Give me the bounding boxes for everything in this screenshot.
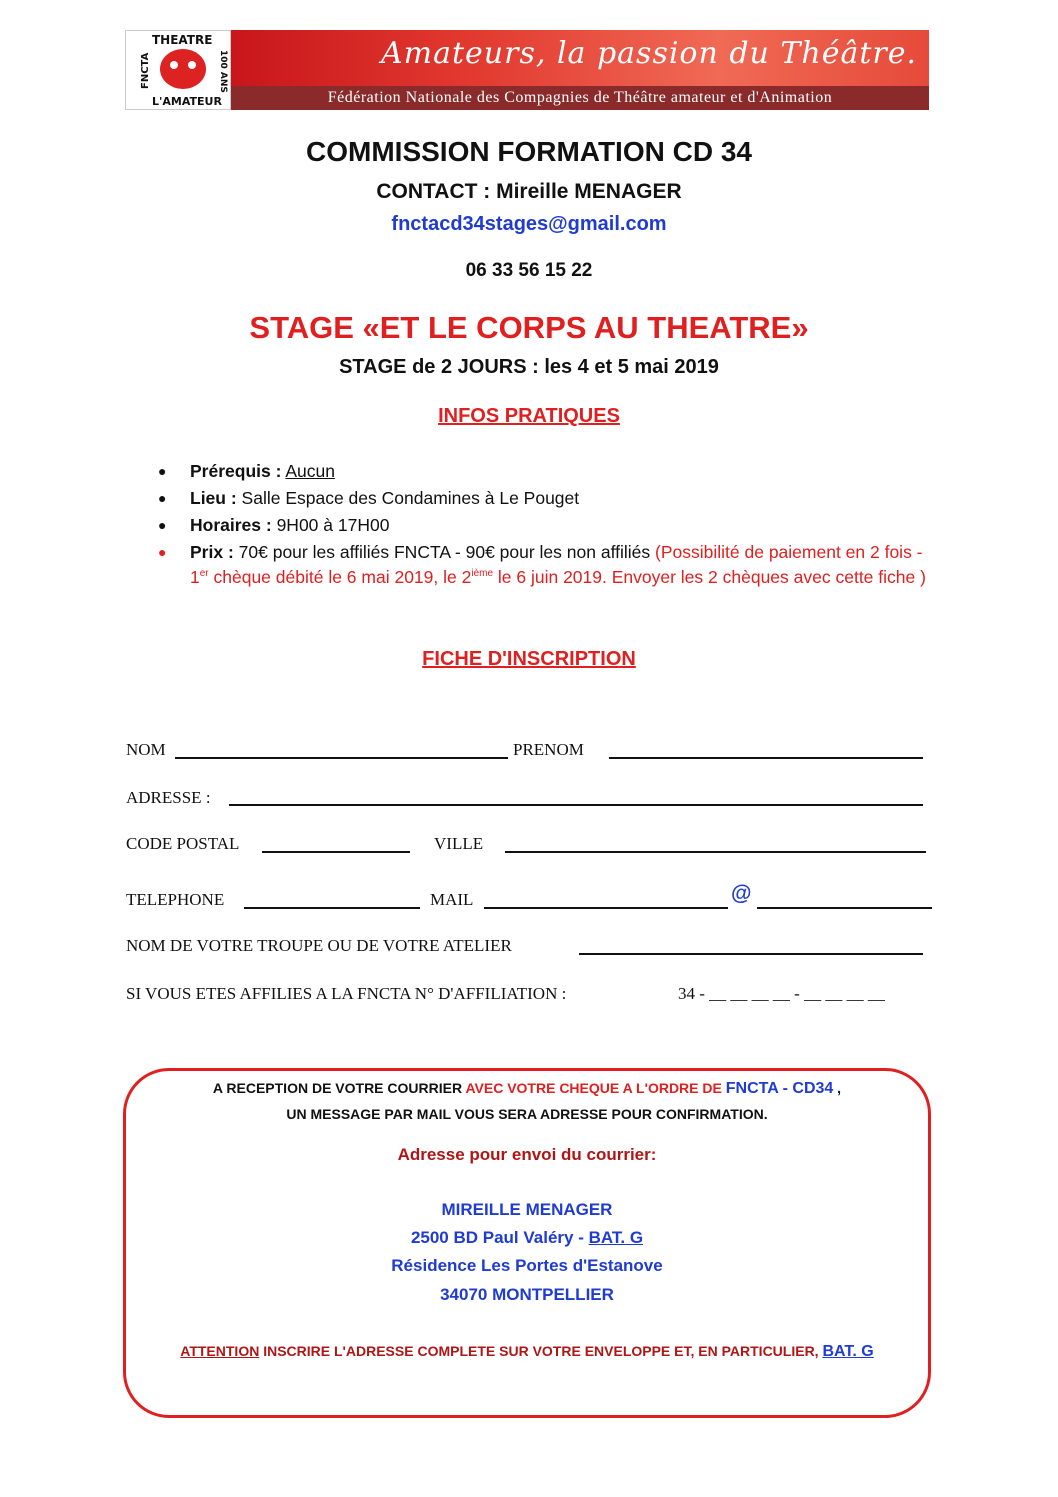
address-heading: Adresse pour envoi du courrier: — [397, 1145, 657, 1164]
theatre-mask-icon — [160, 49, 206, 89]
lieu-label: Lieu : — [190, 488, 237, 508]
banner-red-band — [231, 30, 929, 110]
address-street: 2500 BD Paul Valéry - BAT. G — [410, 1228, 644, 1247]
federation-name: Fédération Nationale des Compagnies de Théâtre amateur et d'Animation — [231, 86, 929, 110]
logo-theatre-text: THEATRE — [152, 33, 213, 47]
nom-label: NOM — [126, 740, 166, 759]
code-postal-field[interactable] — [262, 851, 410, 853]
bullet-icon: ● — [158, 490, 167, 506]
lieu-value: Salle Espace des Condamines à Le Pouget — [241, 488, 580, 508]
list-item-lieu — [158, 487, 938, 509]
at-sign-icon: @ — [731, 882, 752, 905]
infos-list — [158, 460, 938, 593]
prenom-field[interactable] — [609, 757, 923, 759]
code-postal-label: CODE POSTAL — [126, 834, 240, 853]
prix-label: Prix : — [190, 542, 234, 562]
adresse-label: ADRESSE : — [126, 788, 211, 807]
list-item-horaires — [158, 514, 938, 536]
bullet-icon: ● — [158, 544, 167, 560]
mail-label: MAIL — [430, 890, 474, 909]
ville-label: VILLE — [434, 834, 484, 853]
page-title: COMMISSION FORMATION CD 34 — [306, 136, 752, 167]
list-item-prerequis — [158, 460, 938, 482]
troupe-field[interactable] — [579, 953, 923, 955]
bullet-icon: ● — [158, 463, 167, 479]
horaires-label: Horaires : — [190, 515, 272, 535]
nom-field[interactable] — [175, 757, 508, 759]
stage-dates: STAGE de 2 JOURS : les 4 et 5 mai 2019 — [339, 356, 719, 378]
ville-field[interactable] — [505, 851, 926, 853]
telephone-label: TELEPHONE — [126, 890, 225, 909]
fncta-logo — [125, 30, 231, 110]
contact-email-link[interactable]: fnctacd34stages@gmail.com — [391, 213, 667, 235]
prix-note: (Possibilité de paiement en 2 fois - 1er chèque débité le 6 mai 2019, le 2ième le 6 juin 2019. Envoyer les 2 chèques avec cette fiche ) — [190, 542, 926, 587]
prix-value: 70€ pour les affiliés FNCTA - 90€ pour les non affiliés — [238, 542, 651, 562]
address-name: MIREILLE MENAGER — [441, 1200, 613, 1219]
stage-title: STAGE «ET LE CORPS AU THEATRE» — [249, 310, 809, 345]
header-banner — [125, 30, 929, 110]
attention-line: ATTENTION INSCRIRE L'ADRESSE COMPLETE SUR VOTRE ENVELOPPE ET, EN PARTICULIER, BAT. G — [180, 1343, 874, 1360]
contact-line: CONTACT : Mireille MENAGER — [376, 180, 682, 203]
form-heading: FICHE D'INSCRIPTION — [422, 648, 636, 670]
bullet-icon: ● — [158, 517, 167, 533]
affiliation-field[interactable]: 34 - __ __ __ __ - __ __ __ __ — [678, 984, 885, 1003]
logo-fncta-text: FNCTA — [140, 52, 151, 90]
prenom-label: PRENOM — [513, 740, 584, 759]
mail-user-field[interactable] — [484, 907, 728, 909]
logo-amateur-text: L'AMATEUR — [152, 95, 222, 108]
troupe-label: NOM DE VOTRE TROUPE OU DE VOTRE ATELIER — [126, 936, 512, 955]
affiliation-label: SI VOUS ETES AFFILIES A LA FNCTA N° D'AFFILIATION : — [126, 984, 567, 1003]
address-city: 34070 MONTPELLIER — [440, 1285, 614, 1304]
logo-100-ans-text: 100 ANS — [218, 49, 228, 93]
horaires-value: 9H00 à 17H00 — [276, 515, 390, 535]
reception-line: A RECEPTION DE VOTRE COURRIER AVEC VOTRE CHEQUE A L'ORDRE DE FNCTA - CD34 , — [212, 1080, 842, 1097]
prereq-value: Aucun — [285, 461, 335, 481]
infos-heading: INFOS PRATIQUES — [438, 405, 620, 427]
contact-phone: 06 33 56 15 22 — [465, 260, 593, 281]
prereq-label: Prérequis : — [190, 461, 282, 481]
list-item-prix — [158, 541, 938, 588]
adresse-field[interactable] — [229, 804, 923, 806]
banner-slogan: Amateurs, la passion du Théâtre. — [381, 36, 918, 71]
address-residence: Résidence Les Portes d'Estanove — [391, 1256, 663, 1275]
mail-domain-field[interactable] — [757, 907, 932, 909]
telephone-field[interactable] — [244, 907, 420, 909]
confirmation-line: UN MESSAGE PAR MAIL VOUS SERA ADRESSE POUR CONFIRMATION. — [286, 1106, 768, 1122]
